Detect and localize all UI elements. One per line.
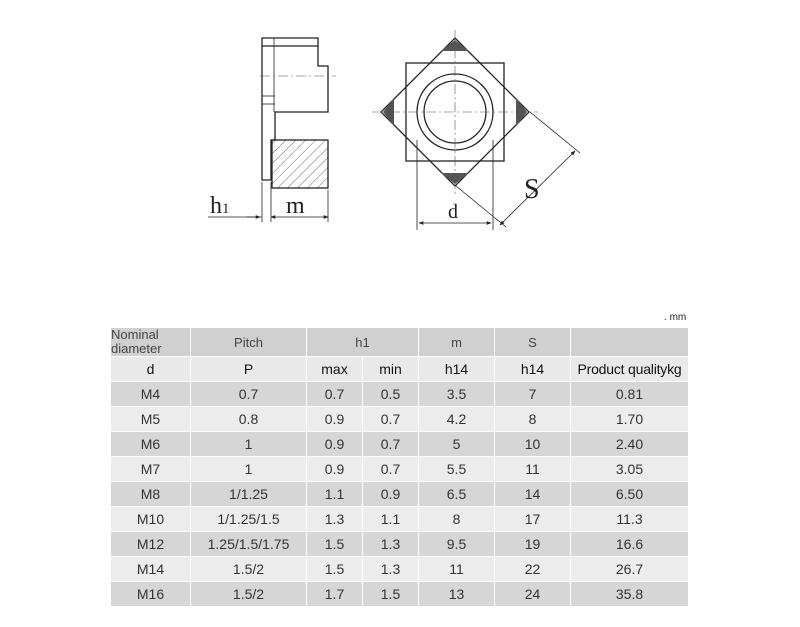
cell-h1-max: 1.7 (307, 582, 363, 607)
table-body (111, 382, 689, 607)
cell-s: 11 (495, 457, 571, 482)
cell-nominal-d: M5 (111, 407, 191, 432)
cell-h1-max: 0.7 (307, 382, 363, 407)
cell-h1-min: 0.5 (363, 382, 419, 407)
cell-m: 13 (419, 582, 495, 607)
header-product-quality: Product qualitykg (571, 357, 689, 382)
cell-mass: 6.50 (571, 482, 689, 507)
cell-nominal-d: M8 (111, 482, 191, 507)
cell-h1-max: 1.1 (307, 482, 363, 507)
cell-h1-max: 1.5 (307, 532, 363, 557)
header-d: d (111, 357, 191, 382)
cell-h1-min: 0.7 (363, 457, 419, 482)
center-lines (372, 30, 538, 194)
cell-mass: 2.40 (571, 432, 689, 457)
cell-h1-min: 1.3 (363, 532, 419, 557)
cell-mass: 1.70 (571, 407, 689, 432)
cell-pitch: 1/1.25/1.5 (191, 507, 307, 532)
cell-h1-max: 1.5 (307, 557, 363, 582)
cell-pitch: 1.5/2 (191, 582, 307, 607)
cell-h1-max: 1.3 (307, 507, 363, 532)
side-view (260, 38, 336, 188)
cell-pitch: 0.8 (191, 407, 307, 432)
table-row (111, 582, 689, 607)
cell-mass: 26.7 (571, 557, 689, 582)
cell-h1-min: 0.7 (363, 432, 419, 457)
header-empty (571, 328, 689, 357)
cell-s: 8 (495, 407, 571, 432)
cell-m: 5.5 (419, 457, 495, 482)
cell-mass: 35.8 (571, 582, 689, 607)
table-row (111, 507, 689, 532)
cell-s: 7 (495, 382, 571, 407)
header-max: max (307, 357, 363, 382)
header-m-h14: h14 (419, 357, 495, 382)
cell-pitch: 1/1.25 (191, 482, 307, 507)
cell-m: 5 (419, 432, 495, 457)
header-min: min (363, 357, 419, 382)
top-dimensions (417, 112, 580, 230)
cell-h1-min: 0.7 (363, 407, 419, 432)
cell-m: 4.2 (419, 407, 495, 432)
header-p: P (191, 357, 307, 382)
cell-h1-max: 0.9 (307, 432, 363, 457)
cell-pitch: 1.5/2 (191, 557, 307, 582)
table-row (111, 432, 689, 457)
unit-label: . mm (664, 312, 687, 323)
cell-s: 19 (495, 532, 571, 557)
header-row-groups (111, 328, 689, 357)
header-nominal-diameter: Nominal diameter (111, 328, 191, 357)
cell-s: 10 (495, 432, 571, 457)
cell-m: 3.5 (419, 382, 495, 407)
h1-label: h1 (210, 193, 230, 219)
header-s-h14: h14 (495, 357, 571, 382)
cell-h1-max: 0.9 (307, 457, 363, 482)
square-weld-nut-drawing (0, 0, 800, 300)
table-row (111, 532, 689, 557)
table-row (111, 457, 689, 482)
table-row (111, 482, 689, 507)
header-s: S (495, 328, 571, 357)
cell-mass: 0.81 (571, 382, 689, 407)
cell-nominal-d: M12 (111, 532, 191, 557)
header-row-symbols (111, 357, 689, 382)
cell-nominal-d: M7 (111, 457, 191, 482)
cell-h1-min: 1.3 (363, 557, 419, 582)
header-h1: h1 (307, 328, 419, 357)
cell-nominal-d: M6 (111, 432, 191, 457)
cell-mass: 3.05 (571, 457, 689, 482)
cell-h1-min: 1.5 (363, 582, 419, 607)
s-label: S (524, 174, 540, 205)
cell-h1-min: 1.1 (363, 507, 419, 532)
header-m: m (419, 328, 495, 357)
cell-m: 9.5 (419, 532, 495, 557)
header-pitch: Pitch (191, 328, 307, 357)
cell-nominal-d: M10 (111, 507, 191, 532)
table-row (111, 407, 689, 432)
cell-m: 8 (419, 507, 495, 532)
specification-table (110, 327, 689, 607)
cell-pitch: 0.7 (191, 382, 307, 407)
cell-nominal-d: M4 (111, 382, 191, 407)
cell-m: 6.5 (419, 482, 495, 507)
table-row (111, 557, 689, 582)
m-label: m (286, 193, 305, 219)
cell-s: 17 (495, 507, 571, 532)
cell-pitch: 1.25/1.5/1.75 (191, 532, 307, 557)
cell-m: 11 (419, 557, 495, 582)
cell-pitch: 1 (191, 432, 307, 457)
cell-h1-min: 0.9 (363, 482, 419, 507)
cell-h1-max: 0.9 (307, 407, 363, 432)
d-label: d (448, 201, 458, 223)
cell-mass: 11.3 (571, 507, 689, 532)
cell-nominal-d: M16 (111, 582, 191, 607)
cell-pitch: 1 (191, 457, 307, 482)
cell-s: 22 (495, 557, 571, 582)
cell-s: 14 (495, 482, 571, 507)
cell-nominal-d: M14 (111, 557, 191, 582)
table-row (111, 382, 689, 407)
cell-mass: 16.6 (571, 532, 689, 557)
cell-s: 24 (495, 582, 571, 607)
